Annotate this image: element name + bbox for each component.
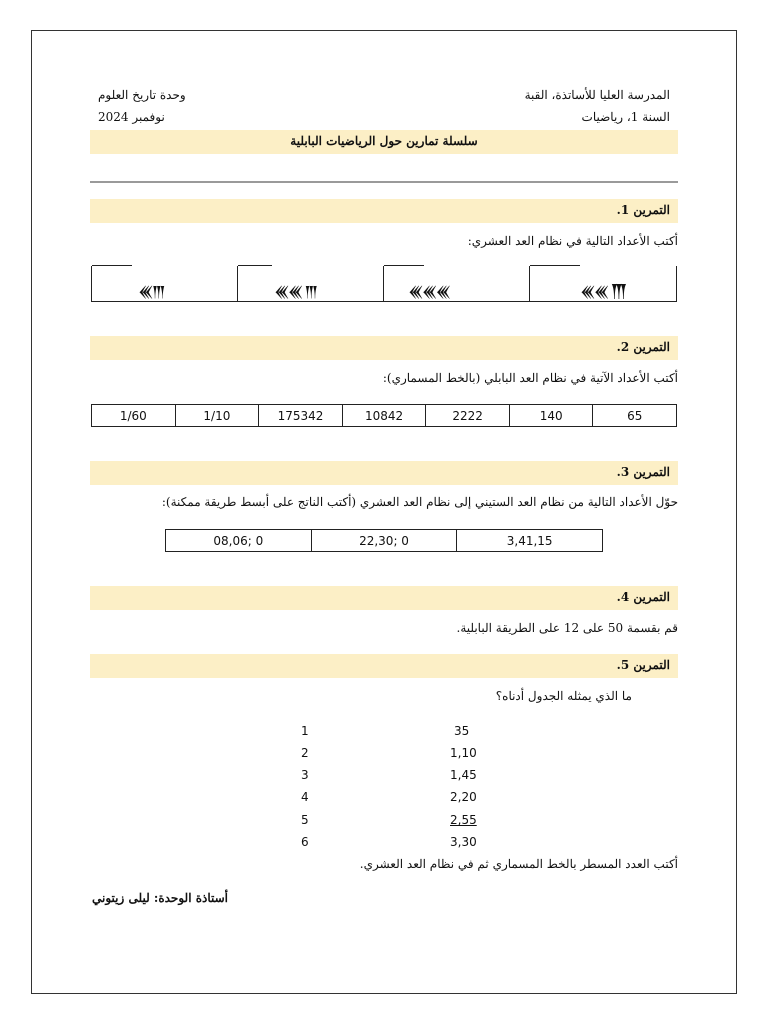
table-cell: 0 ;22,30 — [311, 530, 457, 552]
table-cell: 140 — [509, 405, 593, 427]
cuneiform-cell — [383, 266, 530, 302]
table-index: 4 — [301, 790, 309, 804]
teacher-name: أستاذة الوحدة: ليلى زيتوني — [92, 891, 229, 905]
exercise-5-title: التمرين 5. — [616, 658, 670, 672]
exercise-1-title: التمرين 1. — [616, 203, 670, 217]
table-cell: 1/60 — [92, 405, 176, 427]
table-cell: 3,41,15 — [457, 530, 603, 552]
year-major: السنة 1، رياضيات — [581, 110, 670, 124]
unit-name: وحدة تاريخ العلوم — [98, 88, 186, 102]
table-value: 35 — [454, 724, 470, 738]
table-value: 3,30 — [450, 835, 477, 849]
cuneiform-cell — [237, 266, 384, 302]
table-value: 2,20 — [450, 790, 477, 804]
exercise-4-title: التمرين 4. — [616, 590, 670, 604]
table-cell: 10842 — [342, 405, 426, 427]
table-index: 1 — [301, 724, 309, 738]
table-value: 1,10 — [450, 746, 477, 760]
table-cell: 2222 — [426, 405, 510, 427]
divider — [90, 181, 678, 183]
series-title: سلسلة تمارين حول الرياضيات البابلية — [290, 134, 478, 148]
table-cell: 65 — [593, 405, 677, 427]
exercise-2-title: التمرين 2. — [616, 340, 670, 354]
document-date: نوفمبر 2024 — [98, 110, 165, 124]
exercise-2-band — [90, 336, 678, 360]
exercise-1-instruction: أكتب الأعداد التالية في نظام العد العشري: — [467, 234, 678, 248]
table-index: 2 — [301, 746, 309, 760]
table-cell: 175342 — [259, 405, 343, 427]
page-frame — [31, 30, 737, 994]
cuneiform-glyph: 𒌍𒐈 — [138, 283, 164, 301]
exercise-5-question: ما الذي يمثله الجدول أدناه؟ — [495, 689, 632, 703]
table-cell: 1/10 — [175, 405, 259, 427]
exercise-4-instruction: قم بقسمة 50 على 12 على الطريقة البابلية. — [456, 621, 678, 635]
cuneiform-cell — [91, 266, 238, 302]
table-index: 3 — [301, 768, 309, 782]
table-index: 6 — [301, 835, 309, 849]
institution-name: المدرسة العليا للأساتذة، القبة — [524, 88, 670, 102]
table-value: 1,45 — [450, 768, 477, 782]
underlined-value: 2,55 — [450, 813, 477, 827]
table-row — [92, 405, 677, 427]
cuneiform-glyph: 𒌍𒌍 𒐗 — [580, 283, 626, 301]
table-index: 5 — [301, 813, 309, 827]
exercise-1-band — [90, 199, 678, 223]
exercise-3-instruction: حوّل الأعداد التالية من نظام العد الستيني إلى نظام العد العشري (أكتب الناتج على أبسط طريقة ممكنة): — [161, 495, 678, 509]
cuneiform-cell — [529, 266, 677, 302]
exercise-2-instruction: أكتب الأعداد الآتية في نظام العد البابلي (بالخط المسماري): — [382, 371, 678, 385]
exercise-5-instruction: أكتب العدد المسطر بالخط المسماري ثم في نظام العد العشري. — [359, 857, 678, 871]
series-title-band — [90, 130, 678, 154]
exercise-3-band — [90, 461, 678, 485]
table-row — [166, 530, 603, 552]
exercise-4-band — [90, 586, 678, 610]
exercise-3-table — [165, 529, 603, 552]
exercise-3-title: التمرين 3. — [616, 465, 670, 479]
exercise-5-band — [90, 654, 678, 678]
exercise-2-table — [91, 404, 677, 427]
cuneiform-glyph: 𒌍𒌍 𒐈 — [274, 283, 317, 301]
table-cell: 0 ;08,06 — [166, 530, 312, 552]
cuneiform-glyph: 𒌍𒌍𒌍 — [408, 283, 450, 301]
